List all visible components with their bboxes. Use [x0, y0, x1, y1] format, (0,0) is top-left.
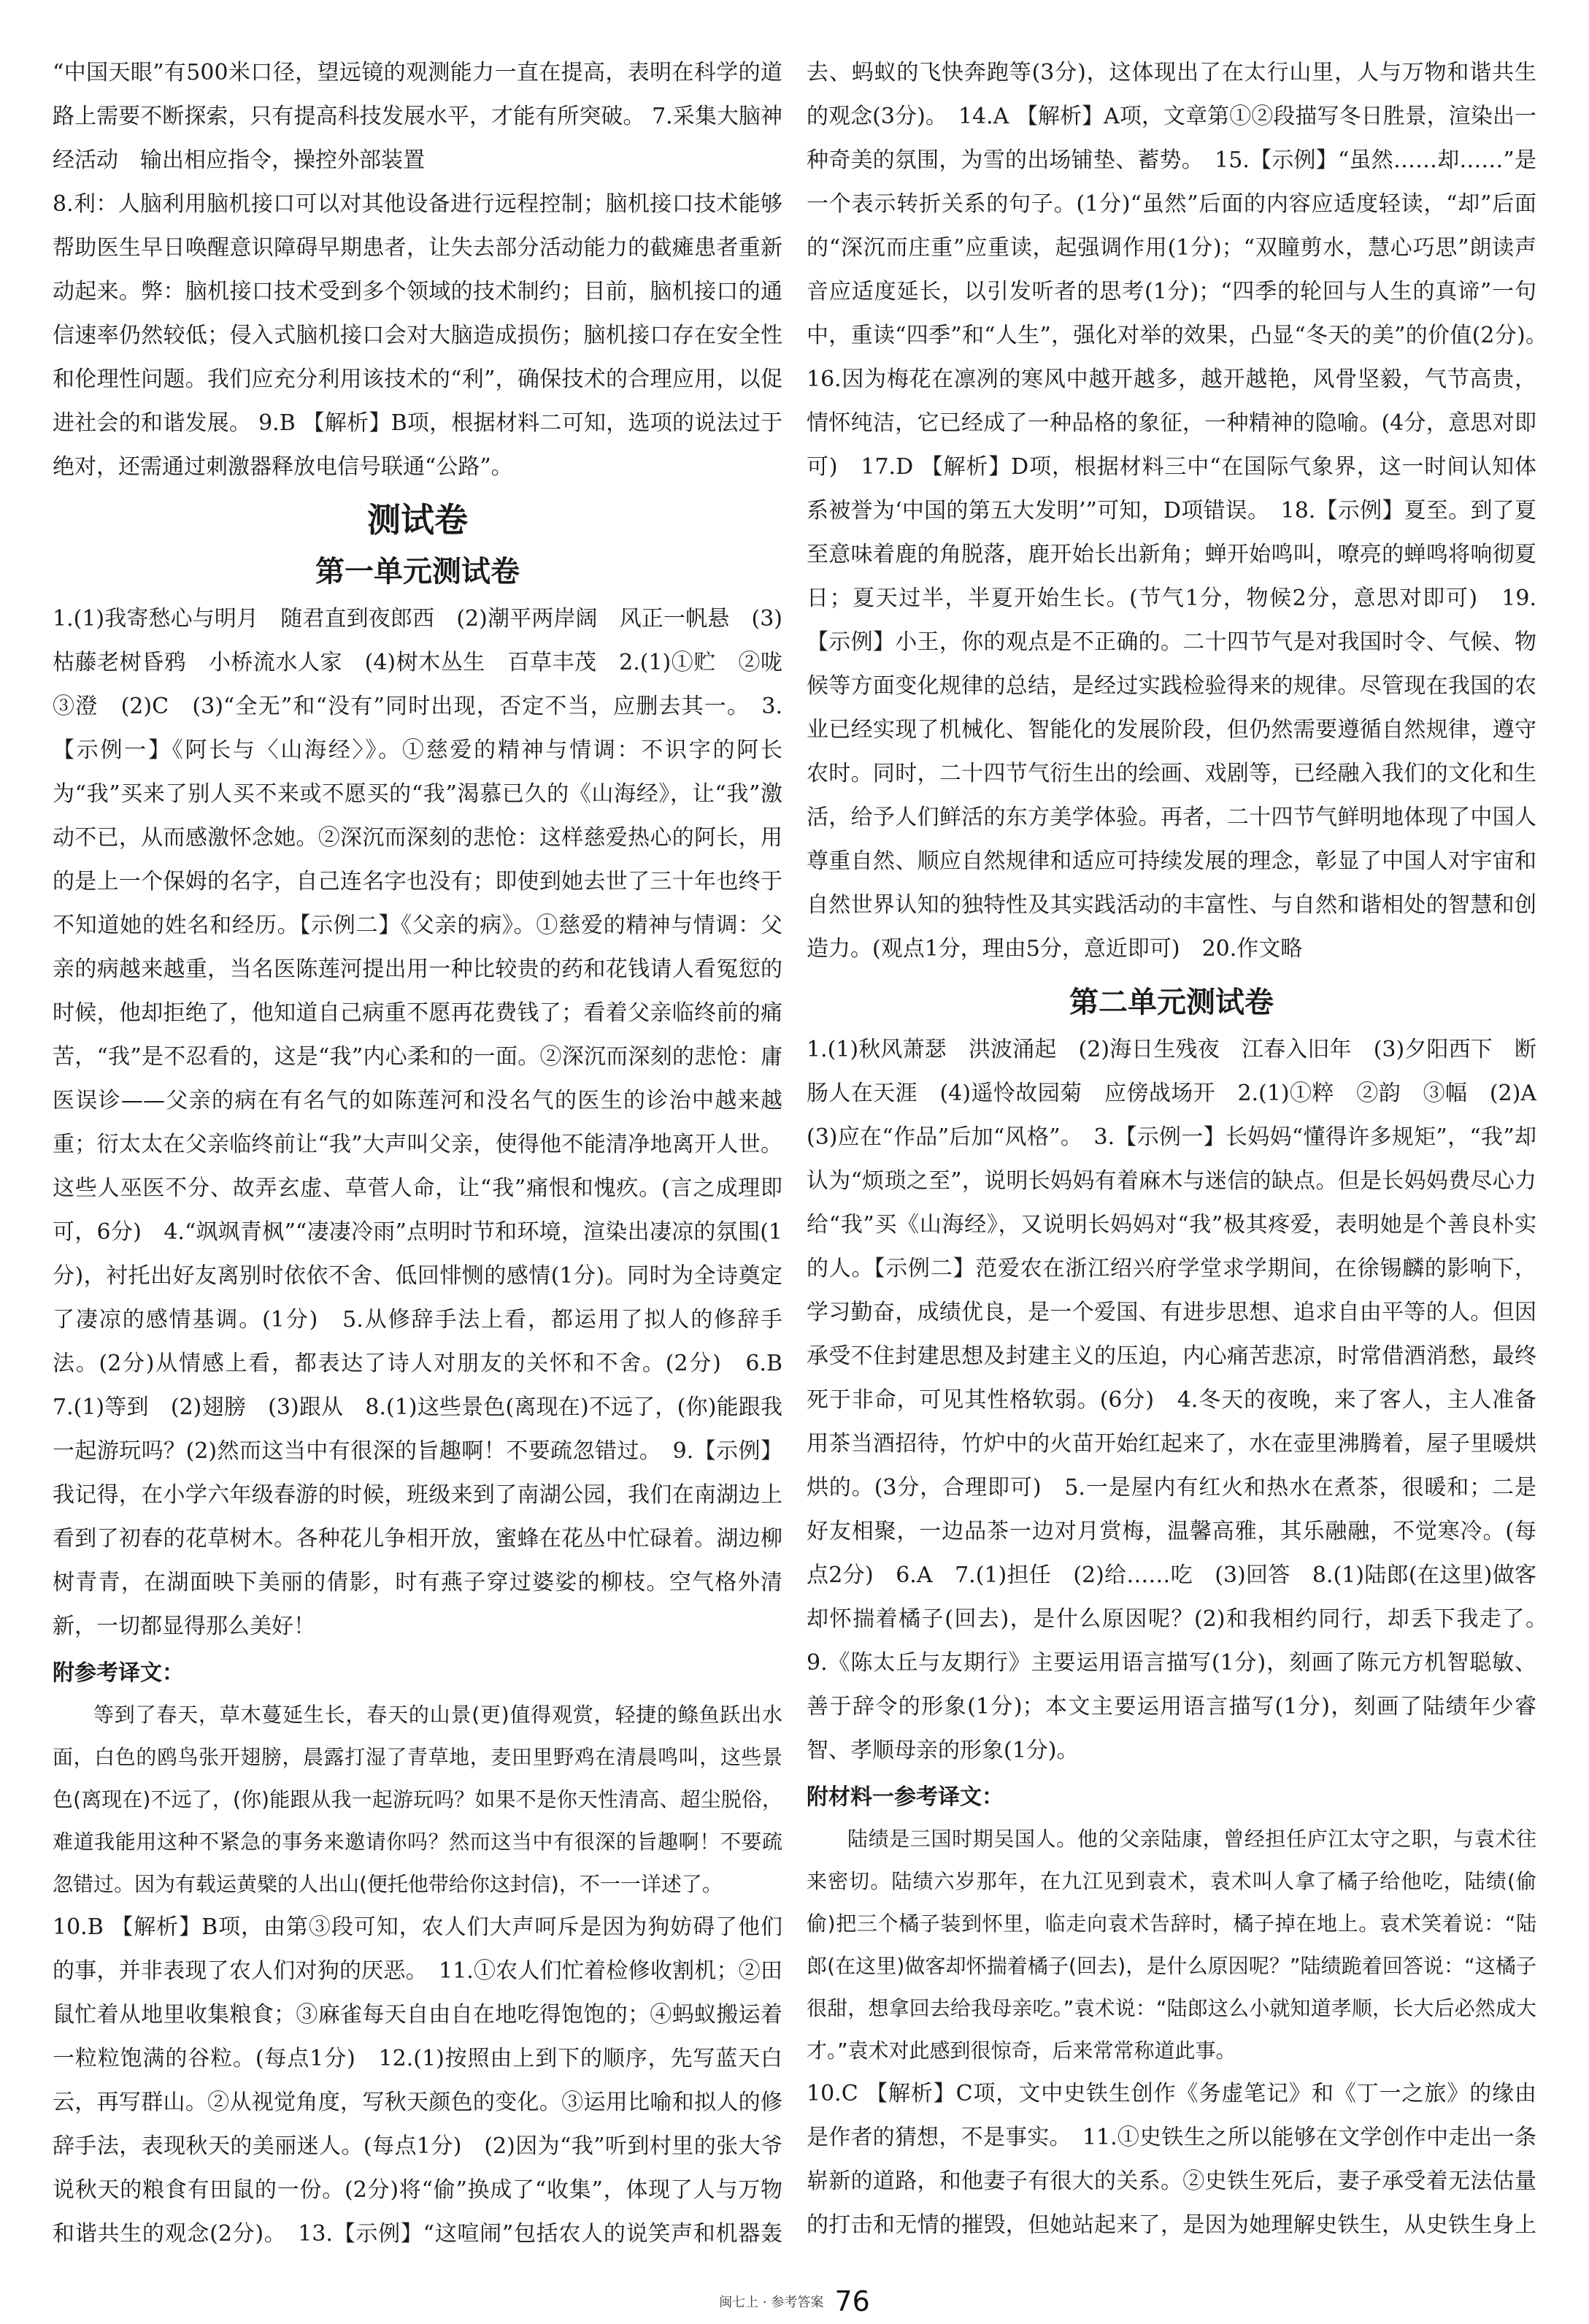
unit1-title: 第一单元测试卷: [315, 555, 520, 588]
translation-block: [807, 1818, 1536, 2072]
translation-text: 等到了春天，草木蔓延生长，春天的山景(更)值得观赏，轻捷的鲦鱼跃出水面，白色的鸥鸟张开翅膀，晨露打湿了青草地，麦田里野鸡在清晨鸣叫，这些景色(离现在)不远了，(你)能跟从我一起游玩吗？如果不是你天性清高、超尘脱俗，难道我能用这种不紧急的事务来邀请你吗？然而这当中有很深的旨趣啊！不要疏忽错过。因为有载运黄檗的人出山(便托他带给你这封信)，不一一详述了。: [53, 1703, 782, 1896]
unit2-answers: 1.(1)秋风萧瑟 洪波涌起 (2)海日生残夜 江春入旧年 (3)夕阳西下 断肠人在天涯 (4)遥怜故园菊 应傍战场开 2.(1)①粹 ②韵 ③幅 (2)A (3)应在“作品”后加“风格”。 3.【示例一】长妈妈“懂得许多规矩”，“我”却认为“烦琐之至”，说明长妈妈有着麻木与迷信的缺点。但是长妈妈费尽心力给“我”买《山海经》，又说明长妈妈对“我”极其疼爱，表明她是个善良朴实的人。【示例二】范爱农在浙江绍兴府学堂求学期间，在徐锡麟的影响下，学习勤奋，成绩优良，是一个爱国、有进步思想、追求自由平等的人。但因承受不住封建思想及封建主义的压迫，内心痛苦悲凉，时常借酒消愁，最终死于非命，可见其性格软弱。(6分) 4.冬天的夜晚，来了客人，主人准备用茶当酒招待，竹炉中的火苗开始红起来了，水在壶里沸腾着，屋子里暖烘烘的。(3分，合理即可) 5.一是屋内有红火和热水在煮茶，很暖和；二是好友相聚，一边品茶一边对月赏梅，温馨高雅，其乐融融，不觉寒冷。(每点2分) 6.A 7.(1)担任 (2)给……吃 (3)回答 8.(1)陆郎(在这里)做客却怀揣着橘子(回去)，是什么原因呢？(2)和我相约同行，却丢下我走了。 9.《陈太丘与友期行》主要运用语言描写(1分)，刻画了陈元方机智聪敏、善于辞令的形象(1分)；本文主要运用语言描写(1分)，刻画了陆绩年少睿智、孝顺母亲的形象(1分)。: [807, 1037, 1536, 1763]
page-footer: [0, 2285, 1589, 2317]
translation-heading: 附材料一参考译文：: [807, 1784, 1004, 1810]
translation-text: 陆绩是三国时期吴国人。他的父亲陆康，曾经担任庐江太守之职，与袁术往来密切。陆绩六岁那年，在九江见到袁术，袁术叫人拿了橘子给他吃，陆绩(偷偷)把三个橘子装到怀里，临走向袁术告辞时，橘子掉在地上。袁术笑着说：“陆郎(在这里)做客却怀揣着橘子(回去)，是什么原因呢？”陆绩跪着回答说：“这橘子很甜，想拿回去给我母亲吃。”袁术说：“陆郎这么小就知道孝顺，长大后必然成大才。”袁术对此感到很惊奇，后来常常称道此事。: [807, 1827, 1536, 2063]
section-title: 测试卷: [367, 500, 468, 540]
answer-paragraph: 10.B 【解析】B项，由第③段可知，农人们大声呵斥是因为狗妨碍了他们的事，并非表现了农人们对狗的厌恶。 11.①农人们忙着检修收割机；②田鼠忙着从地里收集粮食；③麻雀每天自由自在地吃得饱饱的；④蚂蚁搬运着一粒粒饱满的谷粒。(每点1分) 12.(1)按照由上到下的顺序，先写蓝天白云，再写群山。②从视觉角度，写秋天颜色的变化。③运用比喻和拟人的修辞手法，表现秋天的美丽迷人。(每点1分) (2)因为“我”听到村里的张大爷说秋天的粮食有田鼠的一份。(2分)将“偷”换成了“收集”，体现了人与万物和谐共生的观念(2分)。 13.【示例】“这喧闹”包括农人的说笑声和机器轰: [53, 1914, 782, 2247]
answer-paragraph: 10.C 【解析】C项，文中史铁生创作《务虚笔记》和《丁一之旅》的缘由是作者的猜想，不是事实。 11.①史铁生之所以能够在文学创作中走出一条崭新的道路，和他妻子有很大的关系。②史铁生死后，妻子承受着无法估量的打击和无情的摧毁，但她站起来了，是因为她理解史铁生，从史铁生身上: [807, 2081, 1536, 2238]
translation-heading: 附参考译文：: [53, 1660, 184, 1686]
page-number: 76: [834, 2285, 870, 2317]
unit2-title: 第二单元测试卷: [1069, 986, 1274, 1019]
answer-paragraph: “中国天眼”有500米口径，望远镜的观测能力一直在提高，表明在科学的道路上需要不断探索，只有提高科技发展水平，才能有所突破。 7.采集大脑神经活动 输出相应指令，操控外部装置: [53, 60, 782, 173]
answer-paragraph: 8.利：人脑利用脑机接口可以对其他设备进行远程控制；脑机接口技术能够帮助医生早日唤醒意识障碍早期患者，让失去部分活动能力的截瘫患者重新动起来。弊：脑机接口技术受到多个领域的技术制约；目前，脑机接口的通信速率仍然较低；侵入式脑机接口会对大脑造成损伤；脑机接口存在安全性和伦理性问题。我们应充分利用该技术的“利”，确保技术的合理应用，以促进社会的和谐发展。 9.B 【解析】B项，根据材料二可知，选项的说法过于绝对，还需通过刺激器释放电信号联通“公路”。: [53, 191, 782, 480]
unit1-answers: 1.(1)我寄愁心与明月 随君直到夜郎西 (2)潮平两岸阔 风正一帆悬 (3)枯藤老树昏鸦 小桥流水人家 (4)树木丛生 百草丰茂 2.(1)①贮 ②咙 ③澄 (2)C (3)“全无”和“没有”同时出现，否定不当，应删去其一。 3.【示例一】《阿长与〈山海经〉》。①慈爱的精神与情调：不识字的阿长为“我”买来了别人买不来或不愿买的“我”渴慕已久的《山海经》，让“我”激动不已，从而感激怀念她。②深沉而深刻的悲怆：这样慈爱热心的阿长，用的是上一个保姆的名字，自己连名字也没有；即使到她去世了三十年也终于不知道她的姓名和经历。【示例二】《父亲的病》。①慈爱的精神与情调：父亲的病越来越重，当名医陈莲河提出用一种比较贵的药和花钱请人看冤愆的时候，他却拒绝了，他知道自己病重不愿再花费钱了；看着父亲临终前的痛苦，“我”是不忍看的，这是“我”内心柔和的一面。②深沉而深刻的悲怆：庸医误诊——父亲的病在有名气的如陈莲河和没名气的医生的诊治中越来越重；衍太太在父亲临终前让“我”大声叫父亲，使得他不能清净地离开人世。这些人巫医不分、故弄玄虚、草菅人命，让“我”痛恨和愧疚。(言之成理即可，6分) 4.“飒飒青枫”“凄凄冷雨”点明时节和环境，渲染出凄凉的氛围(1分)，衬托出好友离别时依依不舍、低回悱恻的感情(1分)。同时为全诗奠定了凄凉的感情基调。(1分) 5.从修辞手法上看，都运用了拟人的修辞手法。(2分)从情感上看，都表达了诗人对朋友的关怀和不舍。(2分) 6.B 7.(1)等到 (2)翅膀 (3)跟从 8.(1)这些景色(离现在)不远了，(你)能跟我一起游玩吗？(2)然而这当中有很深的旨趣啊！不要疏忽错过。 9.【示例】我记得，在小学六年级春游的时候，班级来到了南湖公园，我们在南湖边上看到了初春的花草树木。各种花儿争相开放，蜜蜂在花丛中忙碌着。湖边柳树青青，在湖面映下美丽的倩影，时有燕子穿过婆娑的柳枝。空气格外清新，一切都显得那么美好！: [53, 606, 782, 1639]
left-column: [53, 51, 782, 2249]
translation-block: [53, 1694, 782, 1906]
footer-label: 闽七上 · 参考答案: [719, 2295, 824, 2310]
answer-paragraph: 去、蚂蚁的飞快奔跑等(3分)，这体现出了在太行山里，人与万物和谐共生的观念(3分)。 14.A 【解析】A项，文章第①②段描写冬日胜景，渲染出一种奇美的氛围，为雪的出场铺垫、蓄势。 15.【示例】“虽然……却……”是一个表示转折关系的句子。(1分)“虽然”后面的内容应适度轻读，“却”后面的“深沉而庄重”应重读，起强调作用(1分)；“双瞳剪水，慧心巧思”朗读声音应适度延长，以引发听者的思考(1分)；“四季的轮回与人生的真谛”一句中，重读“四季”和“人生”，强化对举的效果，凸显“冬天的美”的价值(2分)。 16.因为梅花在凛冽的寒风中越开越多，越开越艳，风骨坚毅，气节高贵，情怀纯洁，它已经成了一种品格的象征，一种精神的隐喻。(4分，意思对即可) 17.D 【解析】D项，根据材料三中“在国际气象界，这一时间认知体系被誉为‘中国的第五大发明’”可知，D项错误。 18.【示例】夏至。到了夏至意味着鹿的角脱落，鹿开始长出新角；蝉开始鸣叫，嘹亮的蝉鸣将响彻夏日；夏天过半，半夏开始生长。(节气1分，物候2分，意思对即可) 19.【示例】小王，你的观点是不正确的。二十四节气是对我国时令、气候、物候等方面变化规律的总结，是经过实践检验得来的规律。尽管现在我国的农业已经实现了机械化、智能化的发展阶段，但仍然需要遵循自然规律，遵守农时。同时，二十四节气衍生出的绘画、戏剧等，已经融入我们的文化和生活，给予人们鲜活的东方美学体验。再者，二十四节气鲜明地体现了中国人尊重自然、顺应自然规律和适应可持续发展的理念，彰显了中国人对宇宙和自然世界认知的独特性及其实践活动的丰富性、与自然和谐相处的智慧和创造力。(观点1分，理由5分，意近即可) 20.作文略: [807, 60, 1536, 962]
right-column: [807, 51, 1536, 2249]
